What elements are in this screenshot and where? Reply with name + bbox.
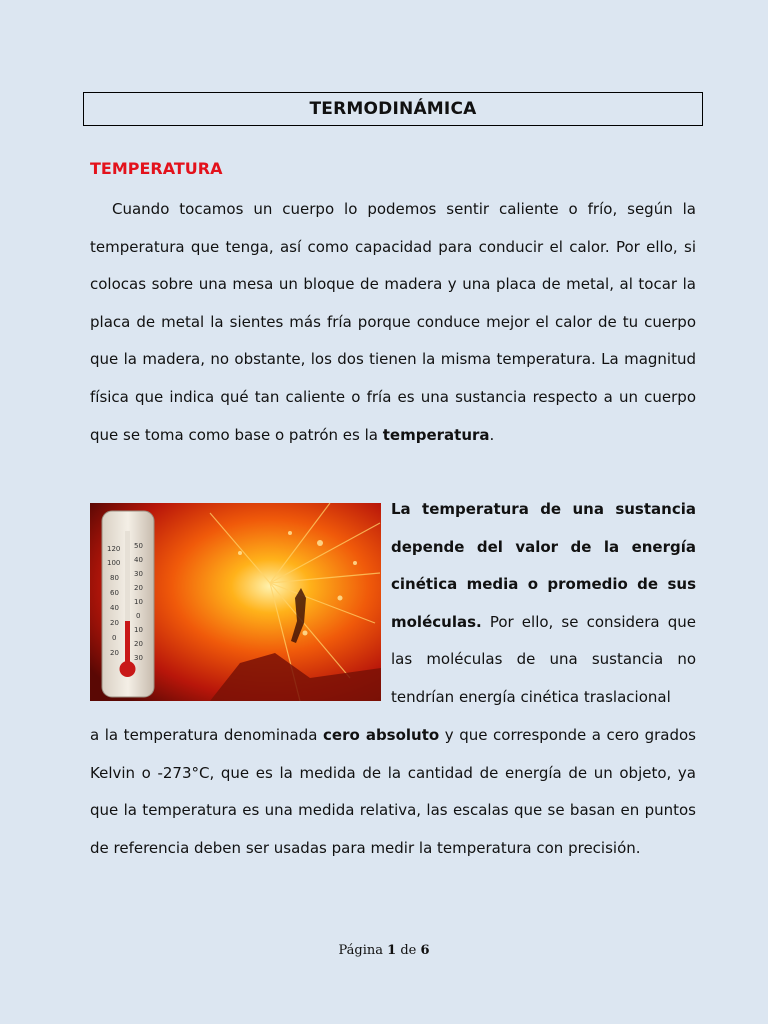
svg-text:60: 60: [110, 589, 119, 597]
svg-text:20: 20: [134, 584, 143, 592]
paragraph-absolute-zero-start: a la temperatura denominada: [90, 726, 324, 744]
page-label: Página: [338, 943, 383, 958]
title-box: [83, 92, 703, 126]
svg-text:0: 0: [136, 612, 141, 620]
bold-lead-energy: La temperatura de una sustancia depende del valor de la energía cinética media o promedio de sus moléculas.: [391, 500, 696, 631]
svg-text:20: 20: [110, 619, 119, 627]
paragraph-intro: [90, 191, 696, 454]
paragraph-energy: [391, 491, 696, 717]
svg-text:40: 40: [110, 604, 119, 612]
svg-text:20: 20: [134, 640, 143, 648]
current-page-number: 1: [387, 943, 397, 958]
svg-text:40: 40: [134, 556, 143, 564]
svg-text:20: 20: [110, 649, 119, 657]
svg-text:100: 100: [107, 559, 121, 567]
document-title: TERMODINÁMICA: [309, 99, 477, 119]
svg-text:0: 0: [112, 634, 117, 642]
thermometer-photo: [90, 503, 381, 701]
svg-text:30: 30: [134, 654, 143, 662]
paragraph-intro-text: Cuando tocamos un cuerpo lo podemos sentir caliente o frío, según la temperatura que tenga, así como capacidad para conducir el calor. Por ello, si colocas sobre una mesa un bloque de madera y una placa de metal, al tocar la placa de metal la sientes más fría porque conduce mejor el calor de tu cuerpo que la madera, no obstante, los dos tienen la misma temperatura. La magnitud física que indica qué tan caliente o fría es una sustancia respecto a un cuerpo que se toma como base o patrón es la: [90, 200, 696, 444]
paragraph-energy-text: Por ello, se considera que las moléculas de una sustancia no tendrían energía cinética traslacional: [391, 612, 696, 706]
section-heading: TEMPERATURA: [90, 159, 223, 178]
page-footer: [0, 943, 768, 958]
paragraph-absolute-zero-end: y que corresponde a cero grados Kelvin o -273°C, que es la medida de la cantidad de energía de un objeto, ya que la temperatura es una medida relativa, las escalas que se basan en puntos de referencia deben ser usadas para medir la temperatura con precisión.: [90, 726, 696, 857]
paragraph-absolute-zero: [90, 717, 696, 867]
svg-text:80: 80: [110, 574, 119, 582]
total-pages-number: 6: [420, 943, 430, 958]
paragraph-intro-end: .: [489, 425, 495, 444]
svg-text:10: 10: [134, 598, 143, 606]
page-separator: de: [400, 943, 417, 958]
svg-text:10: 10: [134, 626, 143, 634]
bold-term-cero-absoluto: cero absoluto: [323, 726, 440, 744]
bold-term-temperatura: temperatura: [382, 425, 490, 444]
svg-text:120: 120: [107, 545, 121, 553]
svg-text:50: 50: [134, 542, 143, 550]
thermometer-explosion-icon: [90, 503, 381, 701]
svg-text:30: 30: [134, 570, 143, 578]
